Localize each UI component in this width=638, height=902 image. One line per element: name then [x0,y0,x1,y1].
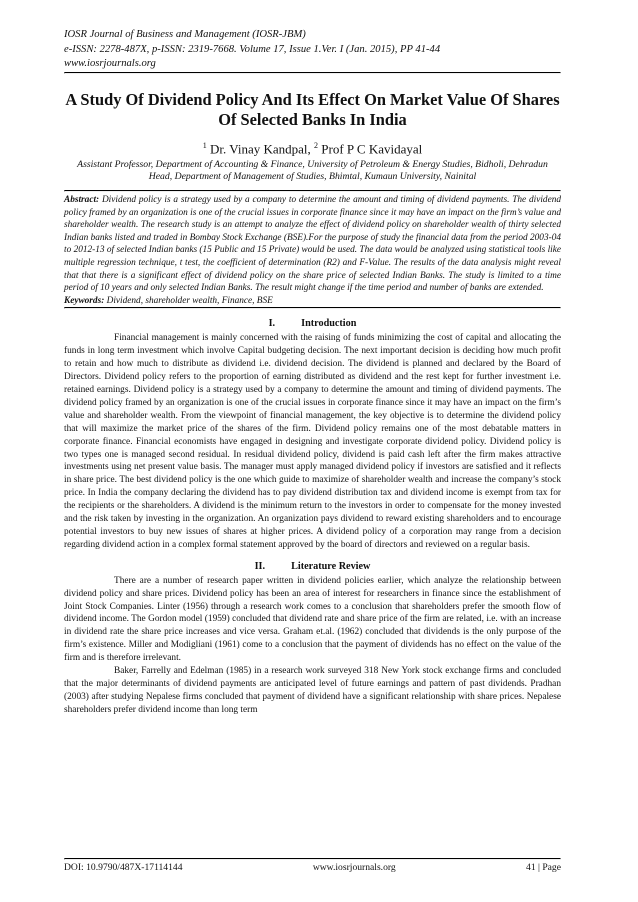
author2-name: Prof P C Kavidayal [321,140,423,156]
keywords-text: Dividend, shareholder wealth, Finance, BSE [106,295,273,306]
affiliation-2: Head, Department of Management of Studies, Bhimtal, Kumaun University, Nainital [148,171,477,183]
author2-marker: 2 [314,140,319,150]
section-number: II. [254,560,266,572]
journal-url: www.iosrjournals.org [64,58,156,69]
affiliation-1: Assistant Professor, Department of Accounting & Finance, University of Petroleum & Energy Studies, Bidholi, Dehradun [77,158,548,170]
keywords-rule [64,307,561,309]
footer-site: www.iosrjournals.org [312,862,396,873]
abstract-label: Abstract: [64,195,100,206]
keywords [64,295,561,308]
abstract-rule [64,190,561,192]
header-rule [64,72,561,74]
journal-issn: e-ISSN: 2278-487X, p-ISSN: 2319-7668. Volume 17, Issue 1.Ver. I (Jan. 2015), PP 41-44 [64,43,441,55]
paper-title: A Study Of Dividend Policy And Its Effect On Market Value Of Shares Of Selected Banks In India [65,89,560,129]
keywords-label: Keywords: [64,295,105,306]
abstract-text: Dividend policy is a strategy used by a company to determine the amount and timing of dividend payments. The dividend policy framed by an organization is one of the crucial issues in corporate finance since it may have an impact on the firm’s value and shareholder wealth. The research study is an attempt to analyze the effect of dividend policy on shareholder wealth of thirty selected Indian banks listed and traded in Bombay Stock Exchange (BSE).For the purpose of study the financial data from the period 2003-04 to 2012-13 of selected Indian banks (15 Public and 15 Private) would be used. The data would be analyzed using statistical tools like multiple regression technique, t test, the coefficient of determination (R2) and F-Value. The results of the data analysis might reveal that that there is a significant effect of dividend policy on the share price of selected Indian Banks. The study is limited to a time period of 10 years and only selected Indian Banks. The result might change if the time period and number of banks are extended. [64,195,561,294]
journal-header [64,28,561,72]
section-heading-literature-review [64,560,561,573]
paragraph: Baker, Farrelly and Edelman (1985) in a research work surveyed 318 New York stock exchange firms and concluded that the major determinants of dividend payments are anticipated level of future earnings and pattern of past dividends. Pradhan (2003) after studying Nepalese firms concluded that payment of dividend have a significant relationship with share prices. Nepalese shareholders prefer dividend income than long term [64,666,561,715]
author1-name: Dr. Vinay Kandpal, [209,140,311,156]
paper-page [64,28,561,717]
paragraph: Financial management is mainly concerned with the raising of funds minimizing the cost of capital and allocating the funds in long term investment which involve Capital budgeting decision. The next important decision is deciding how much profit to retain and how much to distribute as dividend i.e. dividend decision. The dividend is planned and declared by the Board of Directors. Dividend policy refers to the proportion of earning distributed as dividend and the rest kept for further investment i.e. retained earnings. Dividend policy is a strategy used by a company to determine the amount and timing of dividend payments. The dividend policy framed by an organization is one of the crucial issues in corporate finance since it may have an impact on the firm’s value and shareholder wealth. From the viewpoint of financial management, the key objective is to determine the dividend policy that will maximize the market price of the shares of the firm. Dividend policy remains one of the most debatable matters in corporate finance. Financial economists have engaged in designing and investigate corporate dividend policy. Dividend policy is two types one is managed second residual. In residual dividend policy, dividend is paid cash left after the firm makes attractive investments using net present value basis. The manager must apply managed dividend policy if investors are satisfied and it reflects in share price. The best dividend policy is the one which guide to maximize of shareholder wealth and increase the company’s stock price. In India the company declaring the dividend has to pay dividend distribution tax and dividend income is exempt from tax for the recipients or the shareholders. A dividend is the minimum return to the investors in order to compensate for the money invested and the risk taken by investing in the organization. An organization pays dividend to reward existing shareholders and to encourage potential investors to buy new issues of shares at higher prices. A dividend policy of a corporation may range from a decision regarding dividend action in a complex formal statement approved by the board of directors and reviewed on a regular basis. [64,333,561,550]
journal-name: IOSR Journal of Business and Management (IOSR-JBM) [64,29,306,40]
footer-page-number: 41 | Page [526,862,561,873]
page-footer [64,858,561,873]
section-title: Literature Review [291,560,371,572]
author1-marker: 1 [202,140,207,150]
section-number: I. [268,318,276,330]
authors [64,138,561,157]
abstract [64,194,561,295]
footer-doi: DOI: 10.9790/487X-17114144 [64,862,183,873]
section-title: Introduction [301,318,357,330]
paragraph: There are a number of research paper written in dividend policies earlier, which analyze the relationship between dividend policy and share prices. Dividend policy has been an area of interest for researchers in finance since the establishment of Joint Stock Companies. Linter (1956) through a research work comes to a conclusion that shareholders prefer the smooth flow of dividend income. The Gordon model (1959) concluded that dividend rate and share price of the firm are related, i.e. with an increase in dividend rate the share price increases and vice versa. Graham et.al. (1962) concluded that dividends is the only purpose of the firm’s existence. Miller and Modigliani (1961) come to a conclusion that the payment of dividends has no effect on the value of the firm and is therefore irrelevant. [64,575,561,664]
footer-row [64,860,561,873]
section-heading-introduction [64,317,561,330]
